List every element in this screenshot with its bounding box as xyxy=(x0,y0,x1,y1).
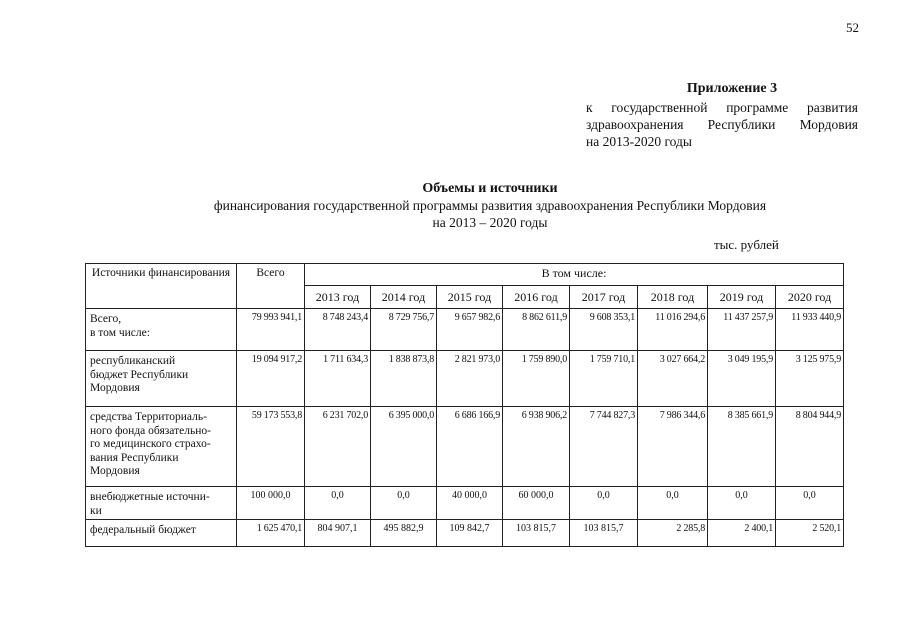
cell-value: 103 815,7 xyxy=(570,520,638,547)
row-label: республиканский бюджет Республики Мордовия xyxy=(86,351,237,407)
cell-value: 7 744 827,3 xyxy=(570,407,638,487)
cell-value: 0,0 xyxy=(708,487,776,520)
cell-value: 0,0 xyxy=(570,487,638,520)
cell-value: 0,0 xyxy=(305,487,371,520)
cell-value: 6 938 906,2 xyxy=(503,407,570,487)
header-including: В том числе: xyxy=(305,264,844,286)
row-label: внебюджетные источни- ки xyxy=(86,487,237,520)
cell-value: 3 125 975,9 xyxy=(776,351,844,407)
header-total: Всего xyxy=(237,264,305,309)
row-total: 1 625 470,1 xyxy=(237,520,305,547)
header-year: 2014 год xyxy=(371,286,437,309)
cell-value: 3 049 195,9 xyxy=(708,351,776,407)
cell-value: 8 748 243,4 xyxy=(305,309,371,351)
page-number: 52 xyxy=(846,20,859,35)
cell-value: 1 759 710,1 xyxy=(570,351,638,407)
cell-value: 0,0 xyxy=(371,487,437,520)
cell-value: 0,0 xyxy=(776,487,844,520)
row-total: 79 993 941,1 xyxy=(237,309,305,351)
header-year: 2015 год xyxy=(437,286,503,309)
cell-value: 8 385 661,9 xyxy=(708,407,776,487)
cell-value: 103 815,7 xyxy=(503,520,570,547)
appendix-line-1: к государственной программе развития xyxy=(586,100,858,115)
cell-value: 11 016 294,6 xyxy=(638,309,708,351)
appendix-title: Приложение 3 xyxy=(686,81,778,96)
units-label: тыс. рублей xyxy=(714,237,779,252)
header-year: 2017 год xyxy=(570,286,638,309)
table-row xyxy=(86,351,844,407)
cell-value: 804 907,1 xyxy=(305,520,371,547)
row-label: федеральный бюджет xyxy=(86,520,237,547)
cell-value: 0,0 xyxy=(638,487,708,520)
cell-value: 9 608 353,1 xyxy=(570,309,638,351)
cell-value: 1 711 634,3 xyxy=(305,351,371,407)
cell-value: 6 231 702,0 xyxy=(305,407,371,487)
row-total: 59 173 553,8 xyxy=(237,407,305,487)
table-row xyxy=(86,309,844,351)
cell-value: 8 804 944,9 xyxy=(776,407,844,487)
cell-value: 1 759 890,0 xyxy=(503,351,570,407)
table-row xyxy=(86,520,844,547)
heading-subtitle: финансирования государственной программы развития здравоохранения Республики Мордовия xyxy=(213,198,767,213)
appendix-line-2: здравоохранения Республики Мордовия xyxy=(586,117,858,132)
cell-value: 495 882,9 xyxy=(371,520,437,547)
row-total: 19 094 917,2 xyxy=(237,351,305,407)
header-year: 2016 год xyxy=(503,286,570,309)
cell-value: 11 933 440,9 xyxy=(776,309,844,351)
document-heading xyxy=(0,180,905,231)
cell-value: 2 520,1 xyxy=(776,520,844,547)
cell-value: 1 838 873,8 xyxy=(371,351,437,407)
cell-value: 2 821 973,0 xyxy=(437,351,503,407)
row-label: Всего, в том числе: xyxy=(86,309,237,351)
row-total: 100 000,0 xyxy=(237,487,305,520)
financing-table xyxy=(85,263,844,547)
cell-value: 60 000,0 xyxy=(503,487,570,520)
cell-value: 2 400,1 xyxy=(708,520,776,547)
appendix-line-3: на 2013-2020 годы xyxy=(586,134,692,149)
cell-value: 2 285,8 xyxy=(638,520,708,547)
appendix-block xyxy=(586,80,858,150)
cell-value: 6 686 166,9 xyxy=(437,407,503,487)
header-year: 2013 год xyxy=(305,286,371,309)
heading-period: на 2013 – 2020 годы xyxy=(432,215,548,230)
table-row xyxy=(86,407,844,487)
header-year: 2019 год xyxy=(708,286,776,309)
cell-value: 40 000,0 xyxy=(437,487,503,520)
cell-value: 6 395 000,0 xyxy=(371,407,437,487)
cell-value: 8 729 756,7 xyxy=(371,309,437,351)
header-year: 2018 год xyxy=(638,286,708,309)
table-row xyxy=(86,487,844,520)
cell-value: 7 986 344,6 xyxy=(638,407,708,487)
cell-value: 3 027 664,2 xyxy=(638,351,708,407)
cell-value: 11 437 257,9 xyxy=(708,309,776,351)
heading-title: Объемы и источники xyxy=(422,181,558,196)
cell-value: 109 842,7 xyxy=(437,520,503,547)
header-year: 2020 год xyxy=(776,286,844,309)
header-source: Источники финансирования xyxy=(86,264,237,309)
cell-value: 8 862 611,9 xyxy=(503,309,570,351)
cell-value: 9 657 982,6 xyxy=(437,309,503,351)
row-label: средства Территориаль- ного фонда обязательно- го медицинского страхо- вания Республики Мордовия xyxy=(86,407,237,487)
